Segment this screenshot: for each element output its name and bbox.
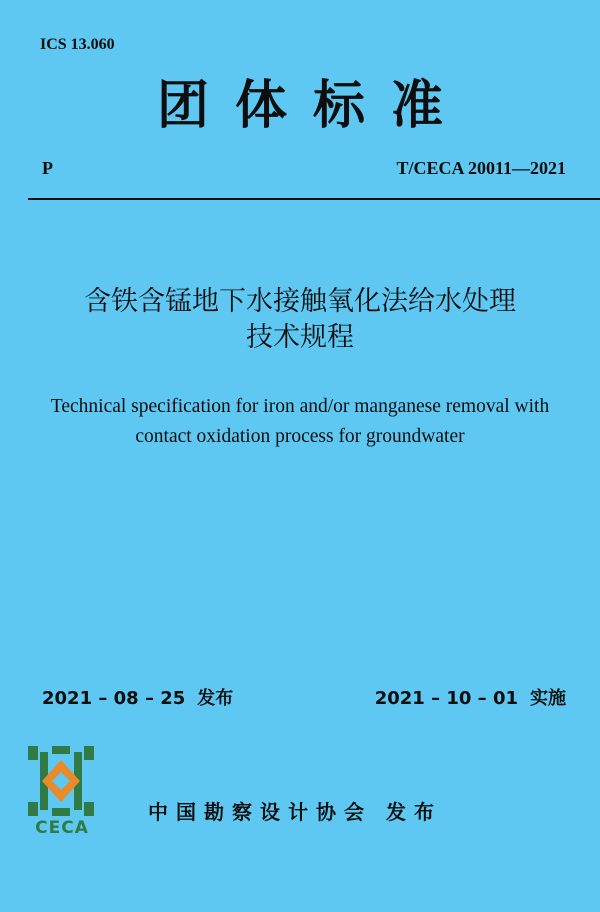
publisher-action: 发布 <box>386 800 442 824</box>
title-chinese-line-1: 含铁含锰地下水接触氧化法给水处理 <box>84 286 516 317</box>
title-english <box>0 392 600 452</box>
issue-date: 2021 – 08 – 25 <box>42 688 186 709</box>
title-chinese <box>0 284 600 356</box>
logo-text: CECA <box>35 818 89 838</box>
implement-label: 实施 <box>530 688 566 709</box>
title-chinese-line-2: 技术规程 <box>246 322 354 353</box>
title-english-line-1: Technical specification for iron and/or manganese removal with <box>50 396 550 417</box>
publisher-row <box>148 796 442 825</box>
issue-label: 发布 <box>197 688 234 709</box>
standard-number: T/CECA 20011—2021 <box>396 158 566 178</box>
implement-date-row <box>375 684 566 710</box>
implement-date: 2021 – 10 – 01 <box>374 688 518 709</box>
title-english-line-2: contact oxidation process for groundwater <box>135 426 465 447</box>
header-divider <box>28 198 600 200</box>
category-code: P <box>42 158 53 178</box>
publisher-name: 中国勘察设计协会 <box>148 800 372 824</box>
ics-code: ICS 13.060 <box>40 36 115 53</box>
standard-type: 团体标准 <box>156 76 469 136</box>
issue-date-row <box>42 684 233 710</box>
